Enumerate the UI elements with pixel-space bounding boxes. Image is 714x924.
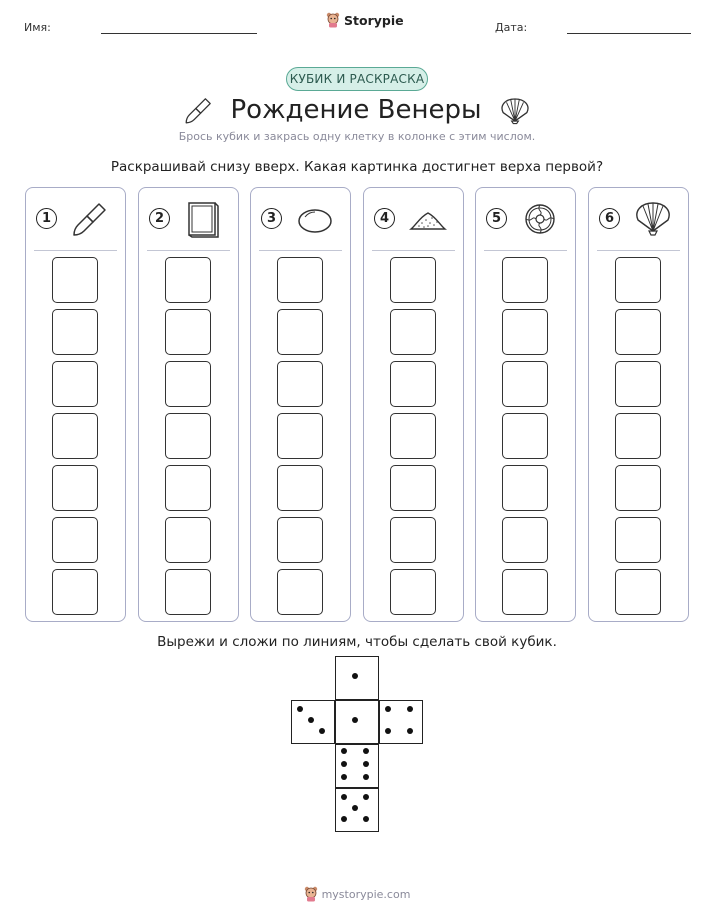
dice-pip (297, 706, 303, 712)
title-row (0, 92, 714, 128)
color-cell[interactable] (52, 257, 98, 303)
color-cell[interactable] (52, 517, 98, 563)
color-cell[interactable] (277, 517, 323, 563)
color-cell[interactable] (615, 361, 661, 407)
dice-pip (341, 774, 347, 780)
color-cell[interactable] (277, 257, 323, 303)
color-cell[interactable] (390, 413, 436, 459)
color-cell[interactable] (52, 569, 98, 615)
cut-instruction: Вырежи и сложи по линиям, чтобы сделать свой кубик. (157, 634, 557, 650)
column-number: 5 (486, 208, 507, 229)
color-cell[interactable] (390, 569, 436, 615)
color-cell[interactable] (390, 309, 436, 355)
color-cell[interactable] (165, 309, 211, 355)
dice-pip (385, 728, 391, 734)
column-divider (259, 250, 342, 251)
dice-pip (363, 794, 369, 800)
color-cell[interactable] (52, 465, 98, 511)
dice-face-left (291, 700, 335, 744)
die-column-6 (588, 187, 689, 622)
name-label: Имя: (24, 21, 51, 34)
color-cell[interactable] (52, 361, 98, 407)
column-number: 6 (599, 208, 620, 229)
sand-pile-icon (408, 199, 448, 239)
color-cell[interactable] (390, 361, 436, 407)
color-cell[interactable] (502, 569, 548, 615)
subtitle: Брось кубик и закрась одну клетку в колонке с этим числом. (178, 130, 536, 143)
color-cell[interactable] (165, 413, 211, 459)
color-cell[interactable] (390, 517, 436, 563)
color-cell[interactable] (390, 465, 436, 511)
dice-pip (308, 717, 314, 723)
color-cell[interactable] (390, 257, 436, 303)
color-cell[interactable] (277, 569, 323, 615)
column-divider (372, 250, 455, 251)
color-cell[interactable] (165, 517, 211, 563)
dice-pip (341, 761, 347, 767)
rose-icon (520, 199, 560, 239)
dice-pip (352, 673, 358, 679)
dice-pip (385, 706, 391, 712)
die-column-5 (475, 187, 576, 622)
dice-face-center (335, 700, 379, 744)
dice-face-top (335, 656, 379, 700)
die-column-2 (138, 187, 239, 622)
color-cell[interactable] (277, 413, 323, 459)
column-divider (484, 250, 567, 251)
dice-pip (363, 761, 369, 767)
color-cell[interactable] (502, 465, 548, 511)
color-cell[interactable] (502, 309, 548, 355)
dice-pip (363, 774, 369, 780)
color-cell[interactable] (165, 257, 211, 303)
color-cell[interactable] (502, 413, 548, 459)
dice-pip (341, 748, 347, 754)
dice-pip (363, 816, 369, 822)
column-divider (147, 250, 230, 251)
dice-pip (341, 816, 347, 822)
color-cell[interactable] (165, 465, 211, 511)
color-cell[interactable] (502, 517, 548, 563)
color-cell[interactable] (165, 569, 211, 615)
seashell-icon (633, 199, 673, 239)
color-cell[interactable] (277, 465, 323, 511)
date-label: Дата: (495, 21, 528, 34)
storypie-mascot-icon (326, 12, 340, 28)
dice-face-lower (335, 744, 379, 788)
dice-pip (407, 706, 413, 712)
die-column-1 (25, 187, 126, 622)
die-column-3 (250, 187, 351, 622)
column-divider (34, 250, 117, 251)
dice-pip (363, 748, 369, 754)
dice-pip (407, 728, 413, 734)
name-line[interactable] (101, 33, 257, 34)
column-number: 2 (149, 208, 170, 229)
color-cell[interactable] (165, 361, 211, 407)
dice-pip (352, 805, 358, 811)
storypie-mascot-icon (304, 886, 318, 902)
brand-logo (326, 12, 404, 28)
date-line[interactable] (567, 33, 691, 34)
page-title: Рождение Венеры (230, 95, 482, 125)
color-cell[interactable] (277, 361, 323, 407)
column-divider (597, 250, 680, 251)
color-cell[interactable] (52, 413, 98, 459)
category-badge: КУБИК И РАСКРАСКА (286, 67, 428, 91)
paintbrush-icon (70, 199, 110, 239)
color-cell[interactable] (277, 309, 323, 355)
instruction-text: Раскрашивай снизу вверх. Какая картинка достигнет верха первой? (110, 159, 604, 175)
dice-pip (341, 794, 347, 800)
color-cell[interactable] (52, 309, 98, 355)
color-cell[interactable] (615, 517, 661, 563)
color-cell[interactable] (615, 413, 661, 459)
footer-link[interactable]: mystorypie.com (321, 887, 411, 901)
color-cell[interactable] (502, 257, 548, 303)
column-number: 3 (261, 208, 282, 229)
column-number: 1 (36, 208, 57, 229)
paintbrush-icon (183, 94, 215, 126)
canvas-icon (183, 199, 223, 239)
dice-face-bottom (335, 788, 379, 832)
color-cell[interactable] (615, 257, 661, 303)
color-cell[interactable] (615, 309, 661, 355)
footer (0, 886, 714, 902)
color-cell[interactable] (502, 361, 548, 407)
seashell-icon (498, 95, 532, 125)
pearl-icon (295, 199, 335, 239)
color-cell[interactable] (615, 569, 661, 615)
color-cell[interactable] (615, 465, 661, 511)
brand-name: Storypie (344, 12, 404, 28)
dice-pip (319, 728, 325, 734)
dice-pip (352, 717, 358, 723)
dice-face-right (379, 700, 423, 744)
die-column-4 (363, 187, 464, 622)
column-number: 4 (374, 208, 395, 229)
